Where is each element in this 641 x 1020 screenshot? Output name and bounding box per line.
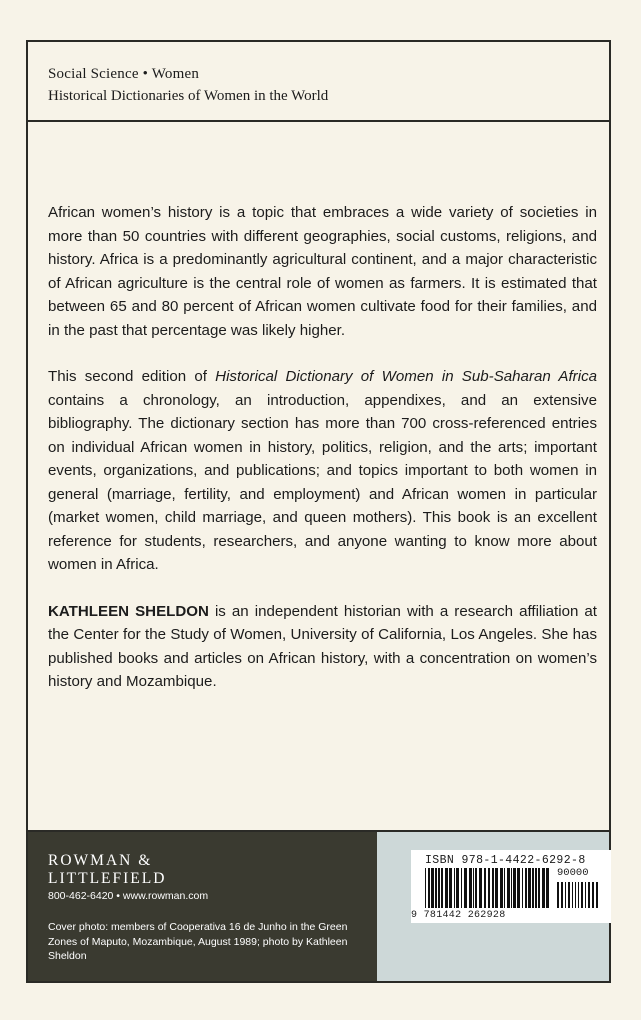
barcode-bar [517, 868, 520, 908]
p2-rest: contains a chronology, an introduction, appendixes, and an extensive bibliography. The dictionary section has more than 700 cross-referenced entries on individual African women in history, politics, religion, and the arts; important events, organizations, and publications; and topics important to both women in general (marriage, fertility, and employment) and African women in particular (market women, child marriage, and queen mothers). This book is an excellent reference for students, researchers, and anyone wanting to know more about women in Africa. [48, 391, 597, 573]
barcode-bar [479, 868, 482, 908]
barcode-bar [441, 868, 443, 908]
barcode-addon: 90000 [557, 867, 589, 879]
barcode-bar [454, 868, 455, 908]
isbn-label: ISBN 978-1-4422-6292-8 [425, 854, 586, 867]
barcode-digits: 9 781442 262928 [411, 910, 506, 921]
barcode-addon-bar [581, 882, 583, 908]
barcode-addon-bar [596, 882, 598, 908]
barcode-bar [425, 868, 426, 908]
description-paragraph-1: African women’s history is a topic that embraces a wide variety of societies in more than 50 countries with different geographies, social customs, religions, and history. Africa is a predominantly agricultural continent, and a major characteristic of African agriculture is the central role of women as farmers. It is estimated that between 65 and 80 percent of African women cultivate food for their families, and in the past that percentage was likely higher. [48, 204, 597, 339]
barcode-bar [492, 868, 494, 908]
cover-photo-credit: Cover photo: members of Cooperativa 16 de Junho in the Green Zones of Maputo, Mozambique, August 1989; photo by Kathleen Sheldon [48, 921, 348, 962]
description [48, 201, 597, 717]
barcode-bar [438, 868, 440, 908]
barcode-panel [377, 832, 609, 981]
barcode-bar [542, 868, 545, 908]
barcode-bar [522, 868, 523, 908]
barcode-addon-bar [588, 882, 590, 908]
author-bio [48, 600, 597, 694]
barcode-bar [507, 868, 510, 908]
publisher-panel [28, 832, 377, 981]
barcode-bar [511, 868, 512, 908]
barcode-addon-bar [572, 882, 573, 908]
barcode-bar [532, 868, 534, 908]
barcode [411, 850, 611, 923]
barcode-bar [431, 868, 434, 908]
barcode-addon-bar [585, 882, 586, 908]
barcode-bar [538, 868, 540, 908]
barcode-bar [525, 868, 527, 908]
description-paragraph-2 [48, 365, 597, 577]
publisher-contact: 800-462-6420 • www.rowman.com [48, 890, 209, 902]
barcode-bar [484, 868, 486, 908]
barcode-addon-bar [557, 882, 559, 908]
publisher-line-2: LITTLEFIELD [48, 870, 167, 887]
barcode-bar [513, 868, 516, 908]
cover-header [28, 42, 609, 122]
barcode-bar [495, 868, 498, 908]
p2-lead: This second edition of [48, 368, 216, 385]
barcode-addon-bar [578, 882, 579, 908]
barcode-addon-bar [561, 882, 563, 908]
cover-footer [28, 830, 609, 981]
back-cover-frame [26, 40, 611, 983]
barcode-addon-bar [592, 882, 594, 908]
author-bio-text: is an independent historian with a research affiliation at the Center for the Study of Women, University of California, Los Angeles. She has published books and articles on African history, with a concentration on women’s history and Mozambique. [48, 602, 597, 690]
barcode-bar [449, 868, 452, 908]
author-name: KATHLEEN SHELDON [48, 602, 209, 620]
barcode-bar [546, 868, 549, 908]
barcode-bar [435, 868, 437, 908]
barcode-bar [461, 868, 462, 908]
barcode-bar [428, 868, 430, 908]
category-line: Social Science • Women [48, 66, 200, 82]
book-title: Historical Dictionary of Women in Sub-Saharan Africa [215, 368, 598, 385]
barcode-addon-bar [568, 882, 570, 908]
barcode-bar [504, 868, 505, 908]
publisher-line-1: ROWMAN & [48, 852, 153, 869]
barcode-bar [528, 868, 531, 908]
barcode-bar [475, 868, 477, 908]
barcode-bar [445, 868, 448, 908]
barcode-bar [500, 868, 503, 908]
publisher-logo [48, 852, 166, 888]
barcode-bar [488, 868, 490, 908]
barcode-bar [535, 868, 537, 908]
series-title: Historical Dictionaries of Women in the World [48, 88, 329, 104]
barcode-bar [473, 868, 474, 908]
barcode-bar [456, 868, 459, 908]
barcode-addon-bar [575, 882, 576, 908]
barcode-bar [464, 868, 467, 908]
barcode-bar [469, 868, 472, 908]
barcode-addon-bar [565, 882, 566, 908]
